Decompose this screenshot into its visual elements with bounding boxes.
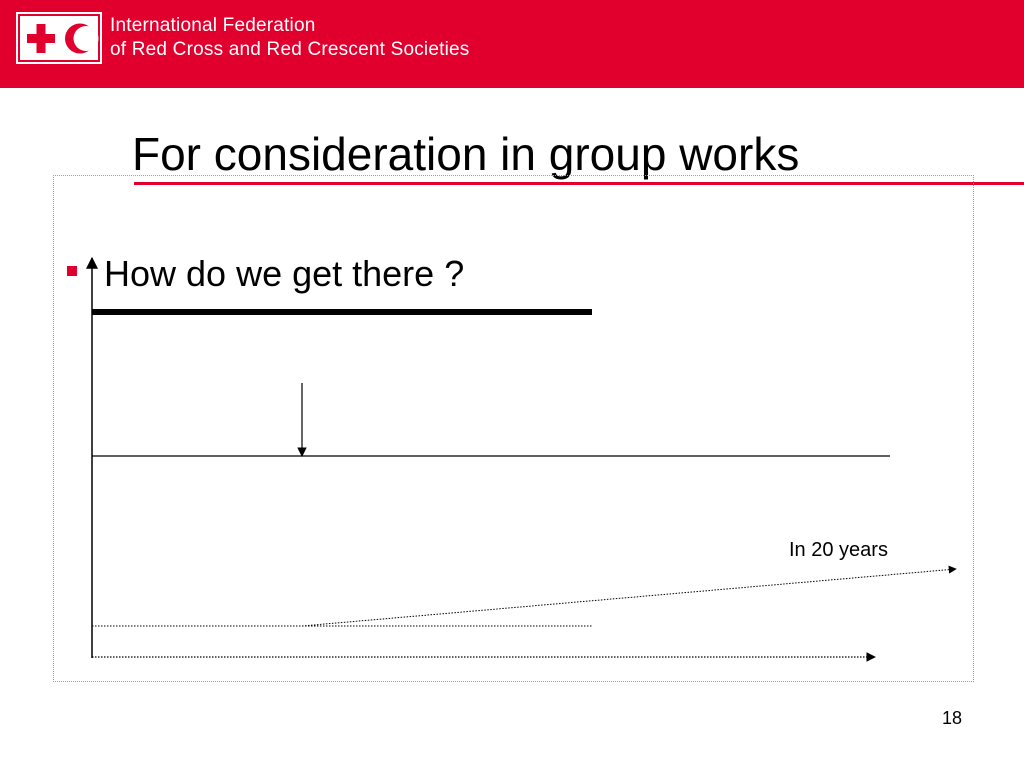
page-number: 18 <box>942 708 963 728</box>
org-name-line1: International Federation <box>110 15 316 36</box>
years-label: In 20 years <box>789 539 888 561</box>
bullet-text: How do we get there ? <box>104 253 465 294</box>
org-name-line2: of Red Cross and Red Crescent Societies <box>110 39 470 60</box>
dotted-trend-arrow <box>302 569 956 626</box>
slide-title: For consideration in group works <box>132 128 800 180</box>
